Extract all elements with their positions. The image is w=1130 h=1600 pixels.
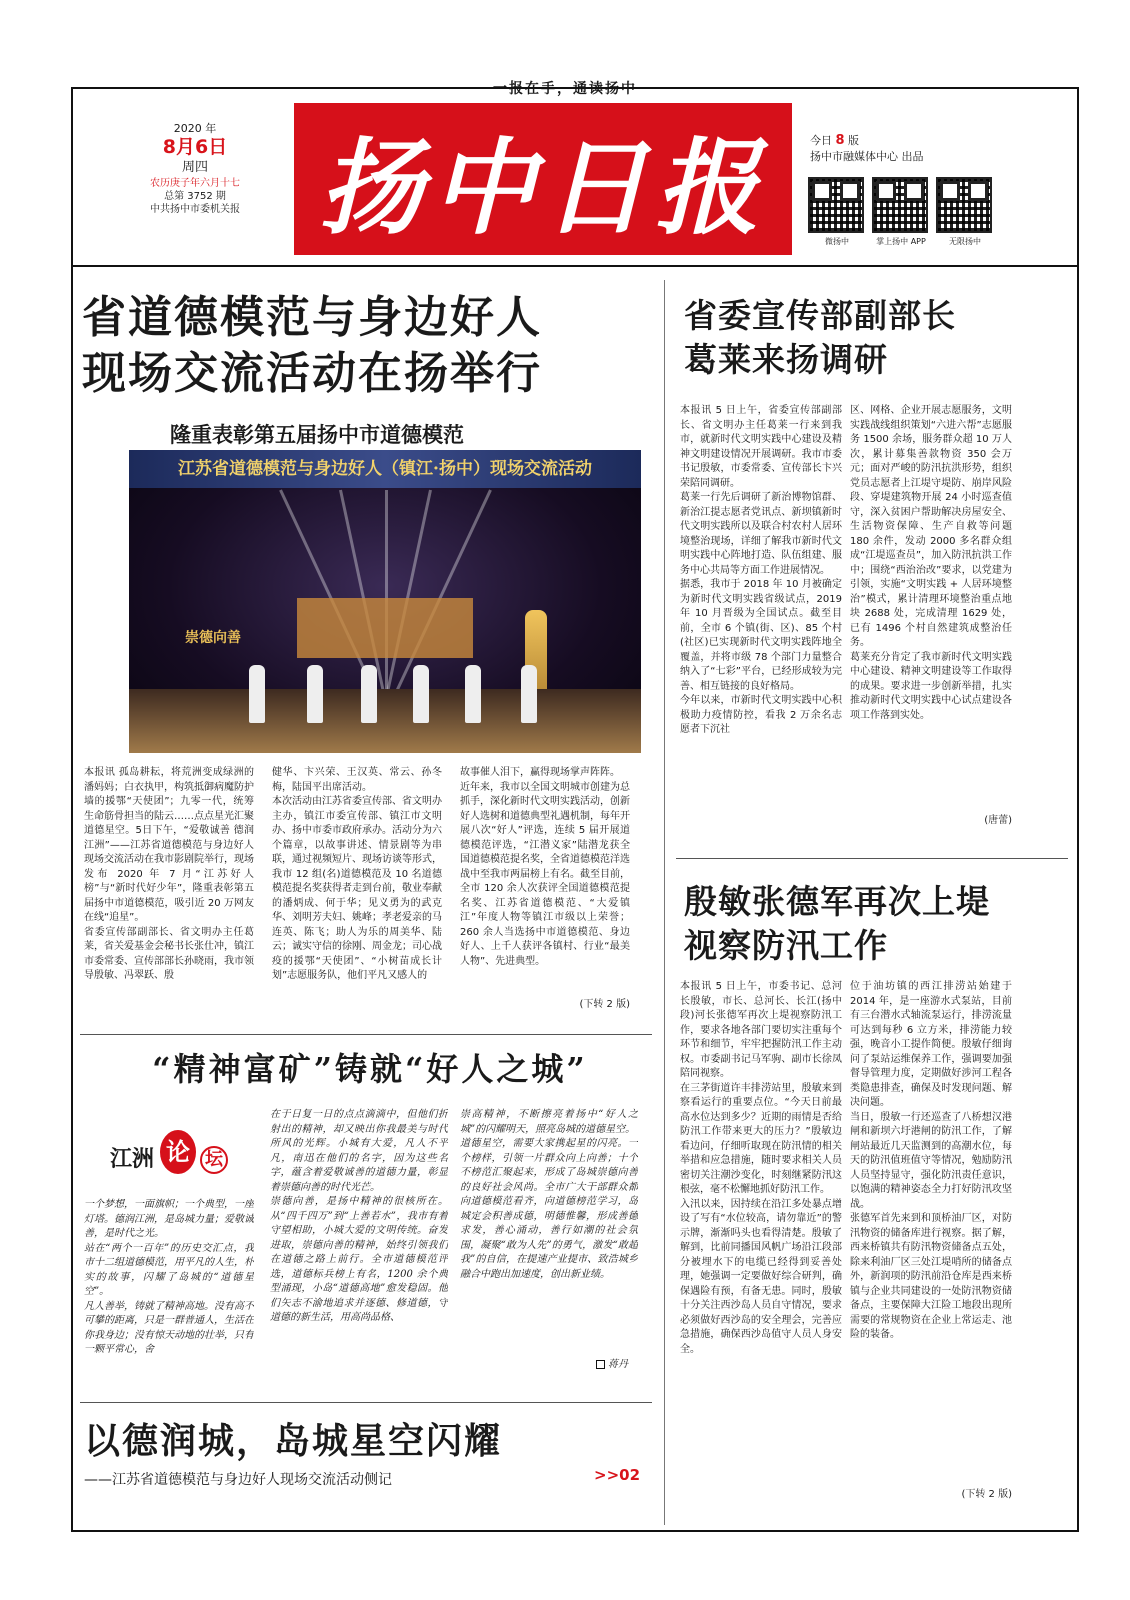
photo-banner: 江苏省道德模范与身边好人（镇江·扬中）现场交流活动 — [129, 450, 641, 488]
teaser-page-link[interactable]: >>02 — [594, 1466, 641, 1484]
stage-floor — [129, 689, 641, 753]
qr-app[interactable] — [872, 177, 930, 247]
story2-col-1 — [680, 404, 842, 844]
person — [361, 665, 377, 723]
publisher: 中共扬中市委机关报 — [150, 204, 240, 215]
column-name-tan: 坛 — [200, 1146, 228, 1174]
essay-author — [460, 1358, 638, 1373]
person — [465, 665, 481, 723]
edition-pages: 8 — [835, 133, 845, 148]
story3-col-2 — [850, 980, 1012, 1520]
story2-headline-line2: 葛莱来扬调研 — [684, 340, 888, 379]
continued-note[interactable]: (下转 2 版) — [579, 999, 630, 1010]
date-block — [120, 122, 270, 216]
section-rule — [676, 858, 1068, 859]
qr-label: 掌上扬中 APP — [876, 237, 926, 246]
lead-headline-line2: 现场交流活动在扬举行 — [82, 348, 542, 399]
lead-headline — [82, 290, 652, 402]
column-name: 江洲 — [110, 1146, 155, 1172]
photo-side-text: 崇德向善 — [185, 630, 241, 646]
essay-col3-text: 崇高精神，不断擦亮着扬中“好人之城”的闪耀明天，照亮岛城的道德星空。 道德星空，需要大家携起星的闪亮。一个榜样，引领一片群众向上向善；十个不榜范汇聚起来，形成了岛城崇德向善的良好社会风尚。全市广大干部群众都向道德模范看齐，向道德榜范学习，岛城定会积善成德，明德惟馨，形成善德求发，善心涌动，善行如潮的社会氛围，凝聚“敢为人先”的勇气，激发“敢超我”的自信，在提速产业提市、致浩城乡融合中跑出加速度，创出新业绩。 — [460, 1109, 638, 1280]
story2-col1-text: 本报讯 5 日上午，省委宣传部副部长、省文明办主任葛莱一行来到我市，就新时代文明实践中心建设及精神文明建设情况开展调研。我市市委书记殷敏，市委常委、宣传部长卞兴荣陪同调研。 葛莱一行先后调研了新治博物馆群、新治江提志愿者党讯点、新坝镇新时代文明实践所以及联合村农村人居环境整治现场，详细了解我市新时代文明实践中心阵地打造、队伍组建、服务中心共局等方面工作进展情况。 据悉，我市于 2018 年 10 月被确定为新时代文明实践省级试点，2019 年 10 月晋级为全国试点。截至目前，全市 6 个镇(街、区)、85 个村(社区)已实现新时代文明实践阵地全覆盖，并将市级 78 个部门力量整合纳入了“七彩”平台，已经形成较为完善、相互链接的良好格局。 今年以来，市新时代文明实践中心积极助力疫情防控，看我 2 万余名志愿者下沉社 — [680, 405, 842, 735]
masthead — [294, 103, 792, 255]
story3-col-1 — [680, 980, 842, 1520]
stage-screen — [297, 598, 473, 658]
qr-code-icon — [936, 177, 992, 233]
column-divider — [664, 280, 665, 1525]
lead-subheadline: 隆重表彰第五届扬中市道德模范 — [170, 422, 464, 447]
essay-col-1 — [84, 1198, 254, 1398]
section-rule — [80, 1034, 652, 1035]
story2-headline — [684, 294, 1064, 382]
weekday: 周四 — [181, 160, 208, 175]
qr-code-icon — [872, 177, 928, 233]
lunar-date: 农历庚子年六月十七 — [150, 178, 240, 189]
qr-code-icon — [808, 177, 864, 233]
essay-col-3 — [460, 1108, 638, 1398]
person — [249, 665, 265, 723]
issue-number: 总第 3752 期 — [164, 191, 226, 202]
person — [307, 665, 323, 723]
teaser-subtitle: ——江苏省道德模范与身边好人现场交流活动侧记 — [84, 1472, 392, 1488]
teaser-title: 以德润城，岛城星空闪耀 — [84, 1420, 503, 1462]
edition-info — [810, 133, 924, 165]
essay-col1-text: 一个梦想，一面旗帜；一个典型，一座灯塔。德润江洲，是岛城力量；爱敬诚善，是时代之光。 站在“两个一百年”的历史交汇点，我市十二组道德模范，用平凡的人生，朴实的故事，闪耀了岛城的“道德星空”。 凡人善举，铸就了精神高地。没有高不可攀的距离，只是一群普通人，生活在你我身边；没有惊天动地的壮举，只有一颗平常心，舍 — [84, 1199, 254, 1355]
qr-label: 微扬中 — [825, 237, 849, 246]
story2-author: (唐蕾) — [984, 815, 1012, 826]
paper-slogan: 一报在手，通读扬中 — [493, 81, 637, 97]
lead-col3-text: 故事催人泪下，赢得现场掌声阵阵。 近年来，我市以全国文明城市创建为总抓手，深化新时代文明实践活动，创新好人选树和道德典型礼遇机制，每年开展八次“好人”评选，连续 5 届开展道德模范评选，“江潜义家”陆潜龙获全国道德模范提名奖，全省道德模范洋选战中至我市两届榜上有名。截至目前，全市 120 余人次获评全国道德模范提名奖、江苏省道德模范、“大爱镇江”年度人物等镇江市级以上荣誉；260 余人当选扬中市道德模范、身边好人、上千人获评各镇村、行业“最美人物”、先进典型。 — [460, 767, 630, 967]
masthead-title: 扬中日报 — [318, 126, 767, 249]
header-rule — [71, 265, 1079, 267]
story3-headline-line2: 视察防汛工作 — [684, 926, 888, 965]
author-name: 蒋丹 — [608, 1359, 628, 1370]
edition-suffix: 版 — [848, 134, 860, 147]
story3-continued-note[interactable]: (下转 2 版) — [961, 1489, 1012, 1500]
lead-col2-text: 健华、卞兴荣、王汉英、常云、孙冬梅，陆国平出席活动。 本次活动由江苏省委宣传部、省文明办主办，镇江市委宣传部、镇江市文明办、扬中市委市政府承办。活动分为六个篇章，以故事讲述、情景剧等为串联，通过视频短片、现场访谈等形式，我市 12 组(名)道德模范及 10 名道德模范提名奖获得者走到台前，敬业奉献的潘炳成、何于华；见义勇为的武克华、刘明芳夫妇、姚峰；孝老爱亲的马连英、陈飞；助人为乐的周美华、陆云；诚实守信的徐刚、周金龙；司心战疫的援鄂“天使团”、“小树苗成长计划”志愿服务队，他们平凡又感人的 — [272, 767, 442, 981]
story3-col2-text: 位于油坊镇的西江排涝站始建于 2014 年，是一座游水式泵站，目前有三台潜水式轴流泵运行，排涝流量可达到每秒 6 立方米，排涝能力较强，晚音小工提作简便。殷敏仔细询问了泵站运维保养工作，强调要加强督导管理力度，定期做好涉河工程各类隐患排查，确保及时发现问题、解决问题。 当日，殷敏一行还巡查了八桥想汉港闸和新坝六圩港闸的防汛工作，了解闸站最近几天监测到的高潮水位，每天的防汛值班值守等情况，勉励防汛人员坚持显守，强化防汛责任意识，以饱满的精神姿态全力打好防汛攻坚战。 张德军首先来到和顶桥油厂区，对防汛物资的储备库进行视察。据了解，西来桥镇共有防汛物资储备点五处，除来利油厂区三处江堤哨所的储备点外，新润项的防汛前沿仓库是西来桥镇与企业共同建设的一处防汛物资储备点，主要保障大江险工地段出现所需要的常规物资在企业上常运走、池险的装备。 — [850, 981, 1012, 1340]
lead-headline-line1: 省道德模范与身边好人 — [82, 292, 542, 343]
qr-weiyangzhong[interactable] — [808, 177, 866, 247]
column-name-lun: 论 — [160, 1130, 196, 1174]
media-center: 扬中市融媒体中心 出品 — [810, 150, 924, 163]
lead-col-2 — [272, 766, 442, 1028]
lead-col1-text: 本报讯 孤岛耕耘，将荒洲变成绿洲的潘妈妈；白衣执甲，构筑抵御病魔防护墙的援鄂“天使团”；九零一代，统筹生命筋骨担当的陆云……点点星光汇聚道德星空。5日下午，“爱敬诚善 德润江洲”——江苏省道德模范与身边好人现场交流活动在我市影剧院举行，现场发布 2020 年 7 月“江苏好人榜”与“新时代好少年”，隆重表彰第五届扬中市道德模范，吸引近 20 万网友在线“追星”。 省委宣传部副部长、省文明办主任葛莱，省关爱基金会秘书长张仕冲，镇江市委常委、宣传部部长孙晓雨，我市领导殷敏、冯翠跃、殷 — [84, 767, 254, 981]
story3-col1-text: 本报讯 5 日上午，市委书记、总河长殷敏，市长、总河长、长江(扬中段)河长张德军再次上堤视察防汛工作，要求各地各部门要切实注重每个环节和细节，牢牢把握防汛工作主动权。市委副书记马军驹、副市长徐凤陪同视察。 在三茅街道许丰排涝站里，殷敏来到察看运行的重要点位。“今天日前最高水位达到多少？近期的雨情是否给防汛工作带来更大的压力？”殷敏边看边问，仔细听取现在防汛情的相关举措和应急措施，随时要求相关人员密切关注潮沙变化，时刻继紧防汛这根弦，毫不松懈地抓好防汛工作。 入汛以来，因持续在沿江多处暴点增设了写有“水位较高，请勿靠近”的警示牌，渐渐吗头也看得清楚。殷敏了解到，比前同播国风帆广场沿江段部分被埋水下的电缆已经得到妥善处理，她强调一定要做好综合研判，确保遇险有预，有备无患。同时，殷敏十分关注西沙岛人员自守情况，要求必须做好西沙岛的安全理会，完善应急措施，确保西沙岛值守人员人身安全。 — [680, 981, 842, 1355]
story3-headline-line1: 殷敏张德军再次上堤 — [684, 882, 990, 921]
year: 2020 年 — [173, 122, 217, 135]
essay-col-2 — [270, 1108, 448, 1398]
essay-col2-text: 在于日复一日的点点滴滴中，但他们折射出的精神，却又映出你我最美与时代所风的光辉。小城有大爱，凡人不平凡，南迅在他们的名字，因为这些名字，蕴含着爱敬诚善的道德力量，彰显着崇德向善的时代光芒。 崇德向善，是扬中精神的很核所在。从“四千四万”到“上善若水”，我市有着守望相助，小城大爱的文明传统。奋发进取，崇德向善的精神，始终引领我们在道德之路上前行。全市道德模范评选，道德标兵榜上有名，1200 余个典型涌现，小岛“道德高地”愈发稳固。他们矢志不渝地追求并逐德、修道德，守道德的新生活，用高尚品格、 — [270, 1109, 448, 1323]
person — [413, 665, 429, 723]
story2-headline-line1: 省委宣传部副部长 — [684, 296, 956, 335]
qr-wuxian[interactable] — [936, 177, 994, 247]
lead-photo — [129, 450, 641, 753]
column-logo — [102, 1130, 252, 1190]
story3-headline — [684, 880, 1064, 968]
person — [521, 665, 537, 723]
section-rule — [80, 1402, 652, 1403]
essay-title: “精神富矿”铸就“好人之城” — [152, 1050, 588, 1088]
lead-col-1 — [84, 766, 254, 1028]
story2-col-2 — [850, 404, 1012, 844]
qr-label: 无限扬中 — [949, 237, 981, 246]
month-day: 8月6日 — [162, 136, 228, 158]
lead-col-3 — [460, 766, 630, 1028]
qr-code-row — [808, 177, 994, 247]
story2-col2-text: 区、网格、企业开展志愿服务，文明实践战线组织策划“六进六帮”志愿服务 1500 余场，服务群众超 10 万人次，累计募集善款物资 350 会万元；面对严峻的防汛抗洪形势，组织党员志愿者上江堤守堤防、崩岸风险段、穿堤建筑物开展 24 小时巡查值守，深入贫困户帮助解决房屋安全、生活物资保障、生产自救等问题 180 余件，发动 2000 多名群众组成“江堤巡查员”，加入防汛抗洪工作中；围绕“西治治改”要求，以党建为引领，实施“文明实践 + 人居环境整治”模式，累计清理环境整治重点地块 2688 处，完成清理 1629 处，已有 1496 个村自然建筑成整治任务。 葛莱充分肯定了我市新时代文明实践中心建设、精神文明建设等工作取得的成果。要求进一步创新举措，扎实推动新时代文明实践中心试点建设各项工作落到实处。 — [850, 405, 1012, 721]
square-mark-icon — [596, 1360, 605, 1369]
edition-prefix: 今日 — [810, 134, 832, 147]
